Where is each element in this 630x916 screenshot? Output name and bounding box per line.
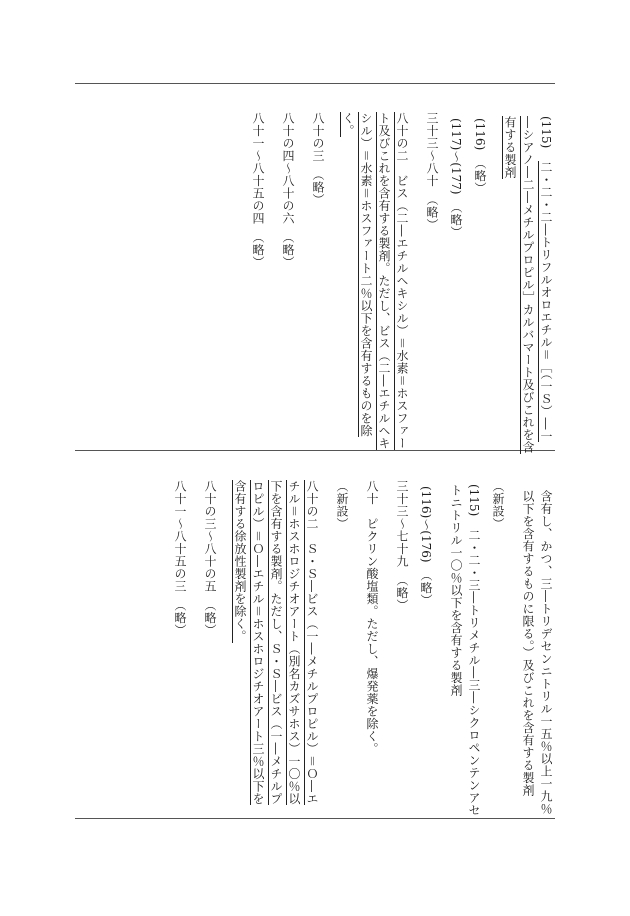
previous-line-80-2: 八十の二 Ｓ・Ｓ―ビス（一―メチルプロピル）＝Ｏ―エチル＝ホスホロジチオアート（別名カズサホス）一〇％以下を含有する製剤。ただし、Ｓ・Ｓ―ビス（一―メチルプロピル）＝Ｏ―エチル＝ホスホロジチオアート三％以下を含有する徐放性製剤を除く。	[233, 480, 319, 806]
current-line-80-4: 八十の四～八十の六 （略）	[281, 112, 295, 269]
previous-line-new-2: （新設）	[335, 480, 349, 530]
previous-line-new-1: （新設）	[491, 480, 505, 530]
current-text-section	[75, 84, 555, 454]
previous-text-section	[75, 452, 555, 816]
current-line-81: 八十一～八十五の四 （略）	[251, 112, 265, 269]
previous-line-116: (116)～(176) （略）	[419, 486, 433, 607]
previous-line-115: (115) 二・二・三―トリメチル―三―シクロペンテンアセトニトリル一〇％以下を含有する製剤	[449, 484, 481, 817]
bottom-rule	[75, 818, 555, 819]
current-line-115: (115) 二・二・二―トリフルオロエチル＝［（一Ｓ）―一―シアノ―二―メチルプロピル］カルバマート及びこれを含有する製剤	[503, 116, 553, 454]
current-line-80-3: 八十の三 （略）	[311, 112, 325, 206]
previous-line-80-3: 八十の三～八十の五 （略）	[203, 480, 217, 637]
current-line-80-2: 八十の二 ビス（二―エチルヘキシル）＝水素＝ホスファート及びこれを含有する製剤。ただし、ビス（二―エチルヘキシル）＝水素＝ホスファート二％以下を含有するものを除く。	[341, 112, 409, 450]
current-line-33-80: 三十三～八十 （略）	[425, 112, 439, 231]
current-line-116: (116) （略）	[473, 118, 487, 195]
previous-line-33-79: 三十三～七十九 （略）	[395, 480, 409, 612]
current-line-117: (117)～(177) （略）	[449, 118, 463, 239]
previous-line-continuation: 含有し、かつ、三―トリデセンニトリル一五％以上一九％以下を含有するものに限る。）及びこれを含有する製剤	[521, 490, 553, 815]
previous-line-81: 八十一～八十五の三 （略）	[173, 480, 187, 637]
previous-line-80: 八十 ピクリン酸塩類。ただし、爆発薬を除く。	[365, 480, 379, 755]
